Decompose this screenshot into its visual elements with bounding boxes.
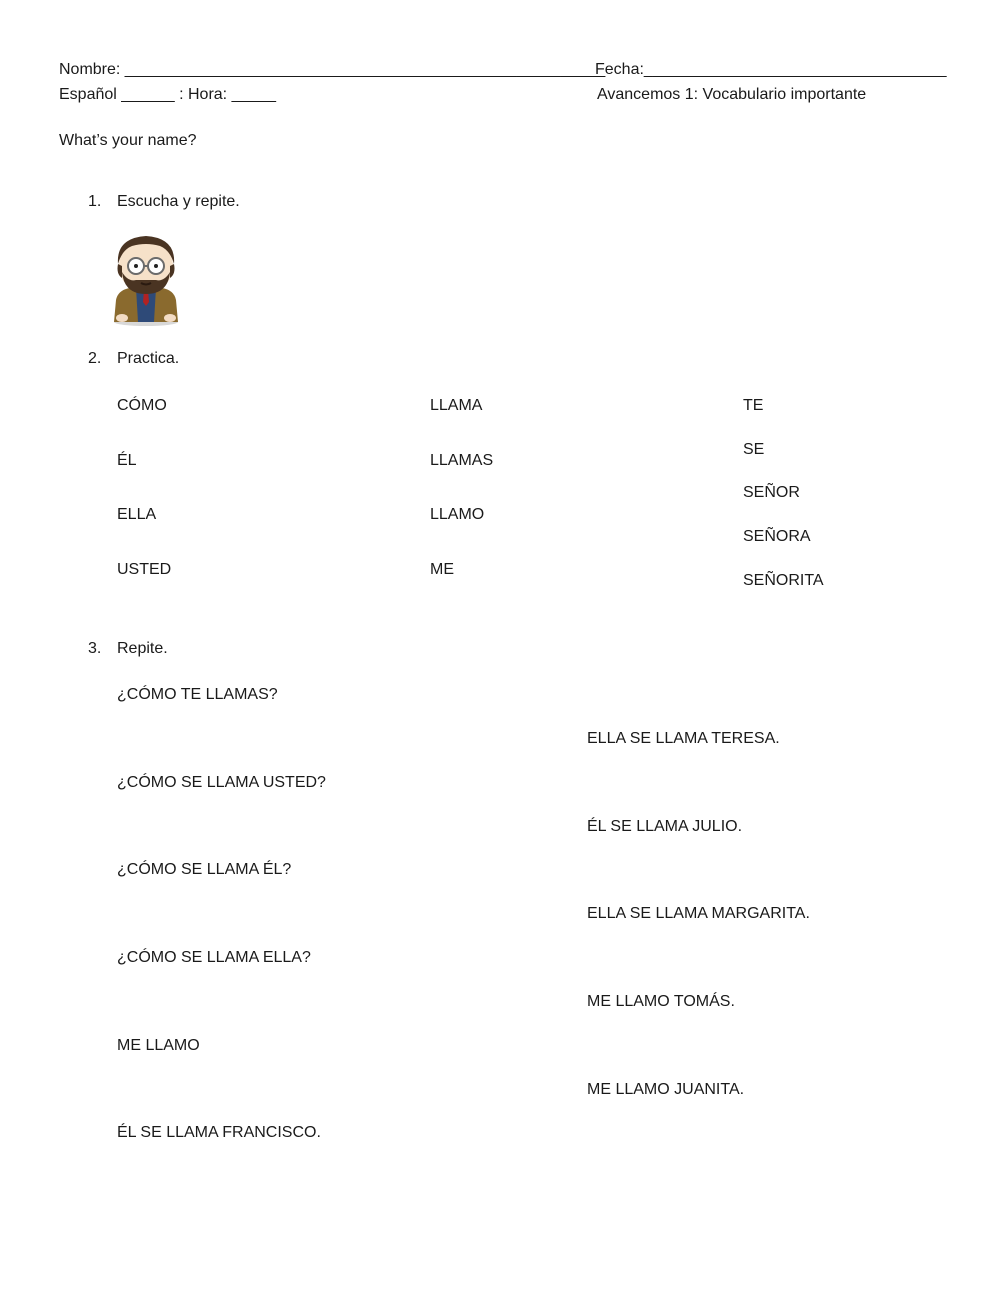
vocab-word: ELLA — [117, 506, 157, 523]
vocab-word: ÉL — [117, 452, 137, 469]
phrase-right: ME LLAMO JUANITA. — [587, 1081, 745, 1098]
fecha-field[interactable]: Fecha:__________________________________ — [595, 61, 947, 78]
section-2-instruction: Practica. — [117, 350, 180, 367]
phrase-left: ¿CÓMO SE LLAMA ELLA? — [117, 949, 311, 966]
nombre-field[interactable]: Nombre: ______________________________________________________ — [59, 61, 606, 78]
phrase-right: ELLA SE LLAMA TERESA. — [587, 730, 780, 747]
section-1-instruction: Escucha y repite. — [117, 193, 240, 210]
phrase-left: ME LLAMO — [117, 1037, 200, 1054]
vocab-word: LLAMA — [430, 397, 483, 414]
vocab-word: USTED — [117, 561, 172, 578]
book-info: Avancemos 1: Vocabulario importante — [597, 86, 867, 103]
phrase-right: ME LLAMO TOMÁS. — [587, 993, 735, 1010]
section-1-number: 1. — [88, 193, 102, 210]
section-3-instruction: Repite. — [117, 640, 168, 657]
page-title: What’s your name? — [59, 132, 197, 149]
espanol-hora-field[interactable]: Español ______ : Hora: _____ — [59, 86, 277, 103]
section-2-number: 2. — [88, 350, 102, 367]
vocab-word: LLAMO — [430, 506, 485, 523]
phrase-left: ¿CÓMO SE LLAMA USTED? — [117, 774, 326, 791]
vocab-word: SEÑOR — [743, 484, 800, 501]
phrase-left: ¿CÓMO SE LLAMA ÉL? — [117, 861, 292, 878]
bearded-man-icon — [104, 228, 188, 328]
audio-character-avatar[interactable] — [104, 228, 188, 328]
vocab-word: SE — [743, 441, 765, 458]
section-3-number: 3. — [88, 640, 102, 657]
phrase-right: ELLA SE LLAMA MARGARITA. — [587, 905, 810, 922]
phrase-left: ¿CÓMO TE LLAMAS? — [117, 686, 278, 703]
vocab-word: SEÑORITA — [743, 572, 824, 589]
vocab-word: TE — [743, 397, 764, 414]
vocab-word: LLAMAS — [430, 452, 494, 469]
vocab-word: ME — [430, 561, 454, 578]
phrase-left: ÉL SE LLAMA FRANCISCO. — [117, 1124, 321, 1141]
phrase-right: ÉL SE LLAMA JULIO. — [587, 818, 743, 835]
vocab-word: CÓMO — [117, 397, 167, 414]
vocab-word: SEÑORA — [743, 528, 811, 545]
